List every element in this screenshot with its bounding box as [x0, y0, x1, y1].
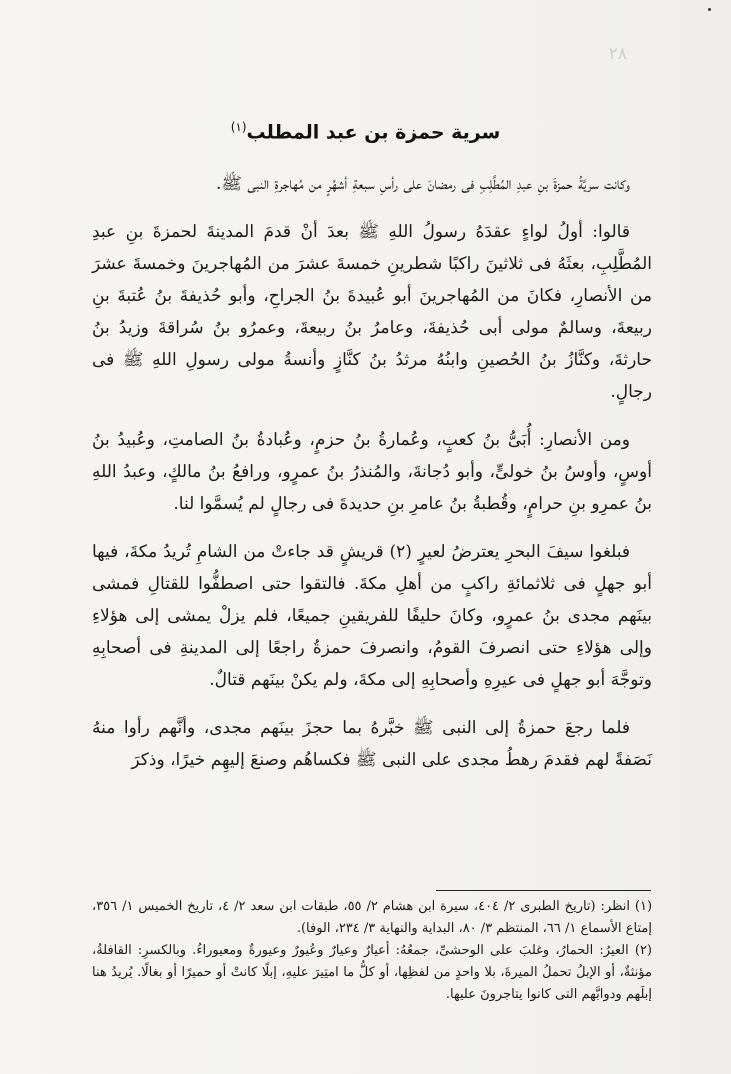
paragraph: وكانت سريَّةُ حمزةَ بنِ عبدِ المُطَّلِبِ فى رمضانَ على رأسِ سبعةِ أشهُرٍ من مُهاجرةِ النبى ﷺ. — [215, 174, 630, 194]
footnote: (١) انظر: (تاريخ الطبرى ٢/ ٤٠٤، سيرة ابن هشام ٢/ ٥٥، طبقات ابن سعد ٢/ ٤، تاريخ الخميس ١/ ٣٥٦، إمتاع الأسماع ١/ ٦٦، المنتظم ٣/ ٨٠، البداية والنهاية ٣/ ٢٣٤، الوفا). — [92, 899, 653, 936]
title-footnote-ref: (١) — [230, 120, 247, 134]
ink-dot — [708, 8, 711, 11]
body-text — [92, 168, 652, 792]
paragraph: قالوا: أولُ لواءٍ عقدَهُ رسولُ اللهِ ﷺ بعدَ أنْ قدمَ المدينةَ لحمزةَ بنِ عبدِ المُطَّلِبِ، بعثَهُ فى ثلاثينَ راكبًا شطرينِ خمسةَ عشرَ من المُهاجرينَ وخمسةَ عشرَ من الأنصارِ، فكانَ من المُهاجرينَ أبو عُبيدةَ بنُ الجراحِ، وأبو حُذيفةَ بنُ عُتبةَ بنِ ربيعةَ، وسالمٌ مولى أبى حُذيفةَ، وعامرُ بنُ ربيعةَ، وعمرُو بنُ سُراقةَ وزيدُ بنُ حارثةَ، وكنَّازُ بنُ الحُصينِ وابنُهُ مرثدُ بنُ كنَّازٍ وأنسةُ مولى رسولِ اللهِ ﷺ فى رجالٍ. — [92, 222, 652, 402]
footnotes — [92, 896, 652, 1006]
paragraph: ومن الأنصارِ: أُبَىُّ بنُ كعبٍ، وعُمارةُ بنُ حزمٍ، وعُبادةُ بنُ الصامتِ، وعُبيدُ بنُ أوسٍ، وأوسُ بنُ خولىٍّ، وأبو دُجانةَ، والمُنذرُ بنُ عمرٍو، ورافعُ بنُ مالكٍ، وعبدُ اللهِ بنُ عمرِو بنِ حرامٍ، وقُطبةُ بنُ عامرِ بنِ حديدةَ فى رجالٍ لم يُسمَّوا لنا. — [92, 430, 652, 514]
paragraph: فبلغوا سيفَ البحرِ يعترضُ لعيرٍ (٢) قريشٍ قد جاءتْ من الشامِ تُريدُ مكةَ، فيها أبو جهلٍ فى ثلاثمائةِ راكبٍ من أهلِ مكةَ. فالتقوا حتى اصطفُّوا للقتالِ فمشى بينَهم مجدى بنُ عمرٍو، وكانَ حليفًا للفريقينِ جميعًا، فلم يزلْ يمشى إلى هؤلاءِ وإلى هؤلاءِ حتى انصرفَ القومُ، وانصرفَ حمزةُ راجعًا إلى المدينةِ فى أصحابِهِ وتوجَّهَ أبو جهلٍ فى عيرِهِ وأصحابِهِ إلى مكةَ، ولم يكنْ بينَهم قتالٌ. — [92, 542, 652, 690]
section-title — [0, 120, 731, 143]
footnote: (٢) العيرُ: الحمارُ، وغلبَ على الوحشىِّ، جمعُهُ: أعيارٌ وعيارٌ وعُيورٌ وعيورةٌ ومعيوراءُ. وبالكسرِ: القافلةُ، مؤنثةٌ، أو الإبلُ تحملُ الميرةَ، بلا واحدٍ من لفظِها، أو كلُّ ما امتِيرَ عليهِ، إبلًا كانتْ أو حميرًا أو بغالًا. يُريدُ هنا إبلَهم ودوابَّهم التى كانوا يتاجرونَ عليها. — [92, 943, 652, 1002]
paragraph: فلما رجعَ حمزةُ إلى النبى ﷺ خبَّرهُ بما حجزَ بينَهم مجدى، وأنَّهم رأوا منهُ نَصَفةً لهم فقدمَ رهطُ مجدى على النبى ﷺ فكساهُم وصنعَ إليهِم خيرًا، وذكرَ — [92, 718, 652, 770]
faint-page-number: ٢٨ — [608, 44, 627, 64]
section-title-text: سرية حمزة بن عبد المطلب — [246, 121, 501, 144]
footnote-divider — [436, 890, 651, 891]
